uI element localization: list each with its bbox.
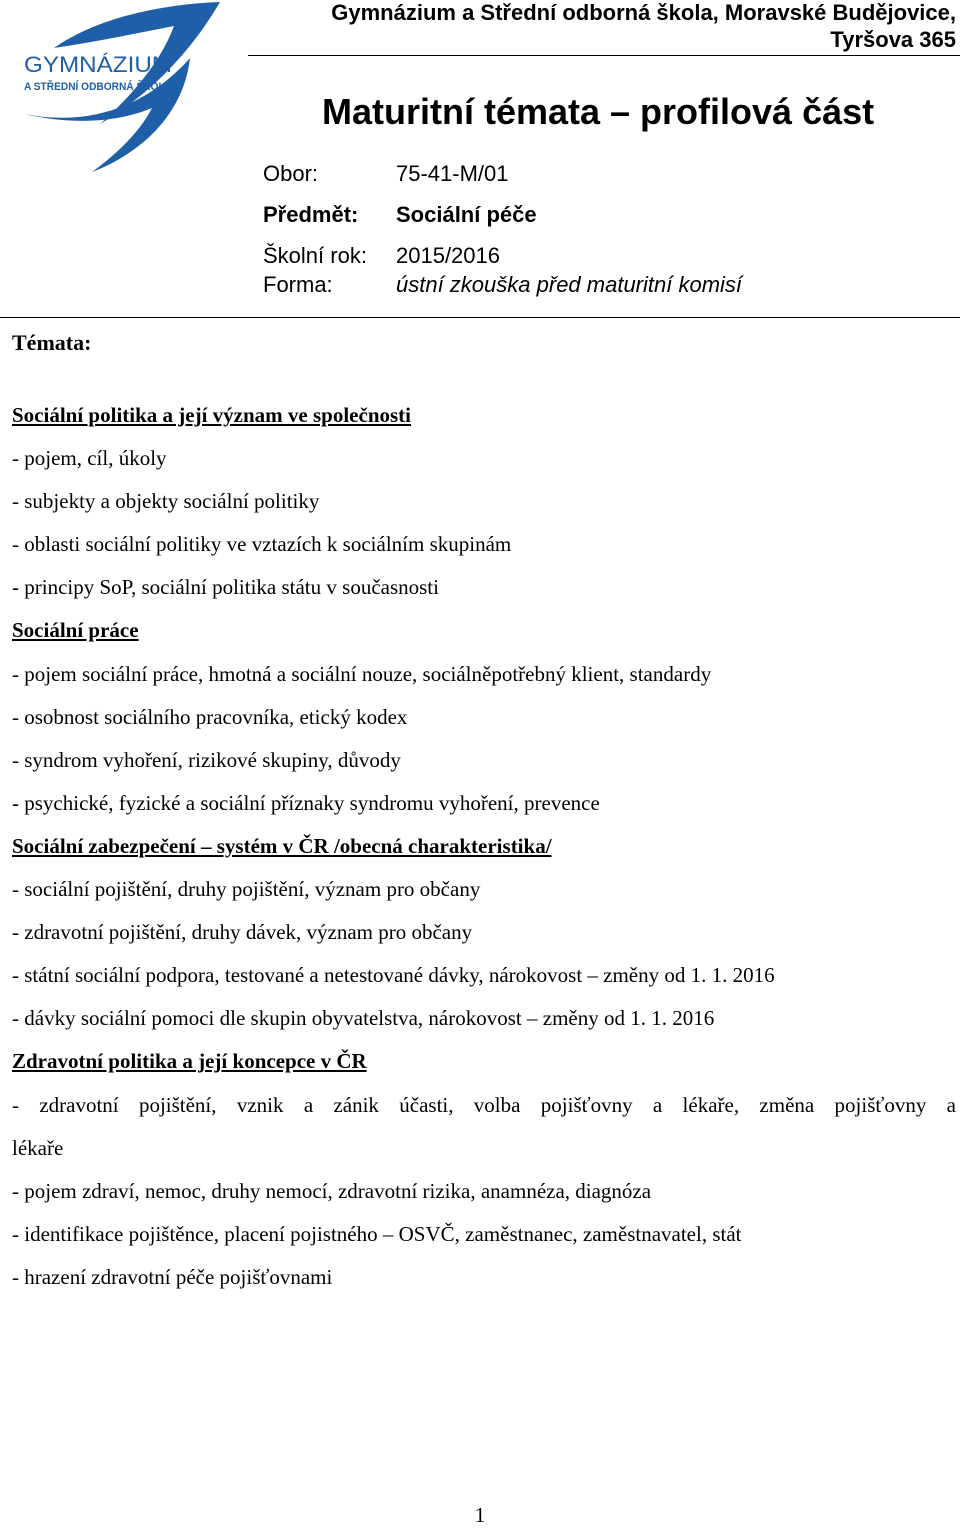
topic-item: - sociální pojištění, druhy pojištění, význam pro občany xyxy=(12,877,481,902)
document-title: Maturitní témata – profilová část xyxy=(322,91,875,132)
topic-item: lékaře xyxy=(12,1135,64,1160)
topic-item: - dávky sociální pomoci dle skupin obyvatelstva, nárokovost – změny od 1. 1. 2016 xyxy=(12,1006,715,1031)
meta-year-value: 2015/2016 xyxy=(396,243,500,268)
topic-item: - státní sociální podpora, testované a netestované dávky, nárokovost – změny od 1. 1. 2016 xyxy=(12,963,775,988)
topic-item: - osobnost sociálního pracovníka, etický kodex xyxy=(12,704,408,729)
topic-item: - subjekty a objekty sociální politiky xyxy=(12,489,320,514)
topic-item: - oblasti sociální politiky ve vztazích k sociálním skupinám xyxy=(12,532,512,557)
section-heading: Sociální zabezpečení – systém v ČR /obecná charakteristika/ xyxy=(12,833,552,858)
school-logo xyxy=(14,0,228,180)
topic-item: - zdravotní pojištění, druhy dávek, význam pro občany xyxy=(12,920,473,945)
topic-item: - principy SoP, sociální politika státu v současnosti xyxy=(12,575,439,600)
topic-item: - psychické, fyzické a sociální příznaky syndromu vyhoření, prevence xyxy=(12,790,600,815)
school-name-line1: Gymnázium a Střední odborná škola, Moravské Budějovice, xyxy=(331,0,956,25)
meta-subject-label: Předmět: xyxy=(263,202,359,227)
section-heading: Sociální politika a její význam ve společnosti xyxy=(12,403,411,427)
meta-field-label: Obor: xyxy=(263,161,319,186)
logo-subtitle: A STŘEDNÍ ODBORNÁ ŠKOLA xyxy=(24,81,185,93)
page-number: 1 xyxy=(474,1503,486,1527)
topic-item: - pojem sociální práce, hmotná a sociální nouze, sociálněpotřebný klient, standardy xyxy=(12,661,712,686)
topic-item: - pojem, cíl, úkoly xyxy=(12,446,167,471)
meta-form-label: Forma: xyxy=(263,272,333,297)
logo-title: GYMNÁZIUM xyxy=(24,52,172,77)
topics-list xyxy=(12,398,956,1303)
meta-divider xyxy=(0,317,960,318)
meta-subject-value: Sociální péče xyxy=(396,202,537,227)
topic-item: - pojem zdraví, nemoc, druhy nemocí, zdravotní rizika, anamnéza, diagnóza xyxy=(12,1178,652,1203)
header-divider xyxy=(248,55,960,56)
topic-item: - identifikace pojištěnce, placení pojistného – OSVČ, zaměstnanec, zaměstnavatel, stát xyxy=(12,1221,742,1246)
meta-year-label: Školní rok: xyxy=(263,243,367,268)
topic-item: - syndrom vyhoření, rizikové skupiny, důvody xyxy=(12,747,401,772)
section-heading: Sociální práce xyxy=(12,618,139,643)
school-name-line2: Tyršova 365 xyxy=(830,27,956,52)
topic-item: - hrazení zdravotní péče pojišťovnami xyxy=(12,1264,333,1289)
topics-label: Témata: xyxy=(12,330,92,355)
meta-form-value: ústní zkouška před maturitní komisí xyxy=(396,272,743,297)
section-heading: Zdravotní politika a její koncepce v ČR xyxy=(12,1049,367,1074)
meta-field-value: 75-41-M/01 xyxy=(396,161,509,186)
topic-item: - zdravotní pojištění, vznik a zánik účasti, volba pojišťovny a lékaře, změna pojišťovny a xyxy=(12,1092,956,1117)
